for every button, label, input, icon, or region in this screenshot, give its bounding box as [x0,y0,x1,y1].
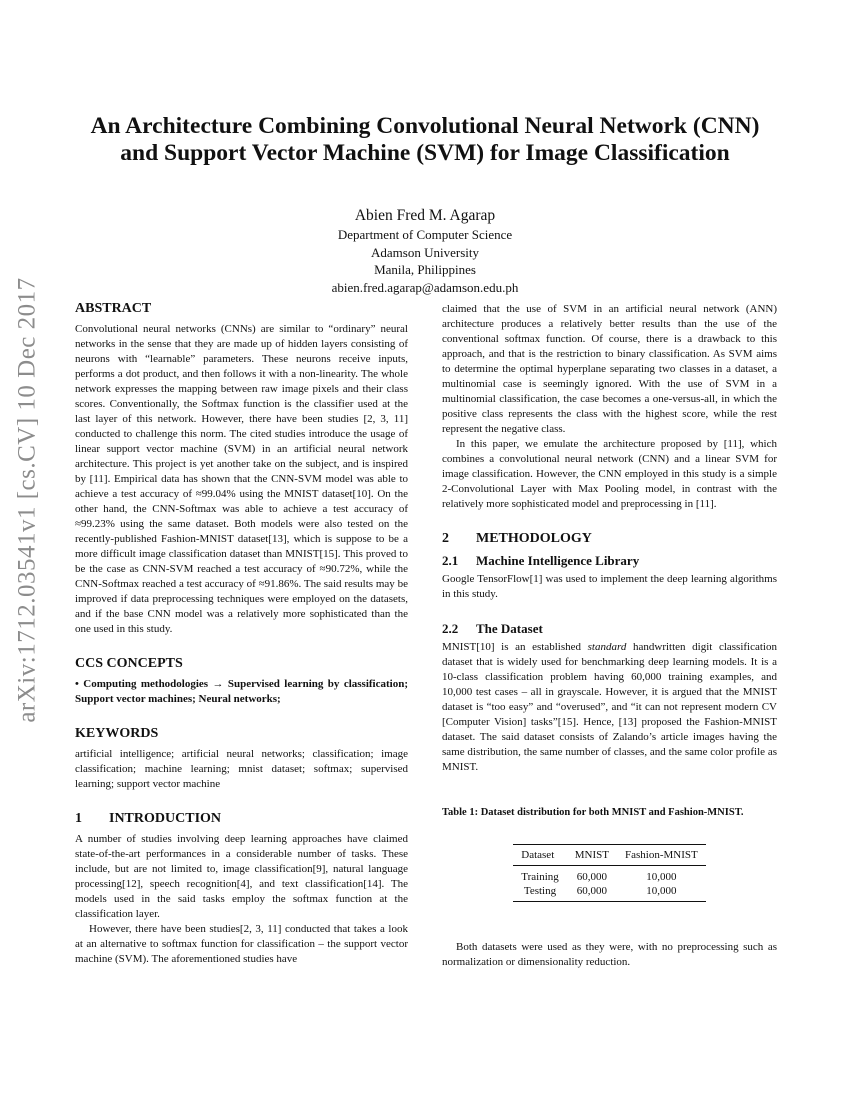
table-caption: Table 1: Dataset distribution for both MNIST and Fashion-MNIST. [442,807,744,818]
after-table-text: Both datasets were used as they were, with no preprocessing such as normalization or dimensionality reduction. [442,941,777,968]
ccs-heading: CCS CONCEPTS [75,656,183,671]
author-university: Adamson University [371,244,479,260]
keywords-heading: KEYWORDS [75,726,159,741]
table-cell: Testing [513,884,567,902]
intro-paragraph-2: However, there have been studies[2, 3, 11] conducted that takes a look at an alternative to softmax function for classification – the support vector machine (SVM). The aforementioned studies have [75,923,408,965]
keywords-text: artificial intelligence; artificial neural networks; classification; image classification; machine learning; mnist dataset; softmax; supervised learning; support vector machine [75,748,408,790]
dataset-heading [442,620,777,637]
arxiv-identifier [8,277,48,723]
table-row [513,866,705,885]
table-header-row [513,845,705,866]
table-header: Fashion-MNIST [617,845,706,866]
intro-paragraph-4: In this paper, we emulate the architecture proposed by [11], which combines a convolutional neural network (CNN) and a linear SVM for image classification. However, the CNN employed in this study is a simple 2-Convolutional Layer with Max Pooling model, in contrast with the relatively more sophisticated model and preprocessing in [11]. [442,438,777,510]
intro-paragraph-3: claimed that the use of SVM in an artificial neural network (ANN) architecture produces a relatively better results than the use of the conventional softmax function. Of course, there is a drawback to this approach, and that is the restriction to binary classification. As SVM aims to determine the optimal hyperplane separating two classes in a dataset, a multinomial case is seemingly ignored. With the use of SVM in a multinomial classification, the case becomes a one-versus-all, in which the positive class represents the class with the highest score, while the rest represent the negative class. [442,303,777,435]
section-number: 1 [75,811,82,826]
subsection-number: 2.1 [442,553,459,568]
intro-paragraph-1: A number of studies involving deep learning approaches have claimed state-of-the-art performances in a considerable number of tasks. These include, but are not limited to, image classification[9], natural language processing[12], speech recognition[4], and text classification[14]. The models used in the said tasks employ the softmax function at the classification layer. [75,833,408,920]
dataset-text-b: handwritten digit classification dataset that is widely used for benchmarking deep learning models. It is a 10-class classification problem having 60,000 training examples, and 10,000 test cases – all in grayscale. However, it is argued that the MNIST dataset is “too easy” and “overused”, and “it can not represent modern CV [Computer Vision] tasks”[15]. Hence, [13] proposed the Fashion-MNIST dataset. The said dataset consists of Zalando’s article images having the same distribution, the same number of classes, and the same color profile as MNIST. [442,641,777,773]
methodology-heading [442,530,777,548]
section-title: METHODOLOGY [476,531,592,546]
paper-title: An Architecture Combining Convolutional Neural Network (CNN) and Support Vector Machine (SVM) for Image Classification [90,113,760,166]
dataset-text [442,640,777,775]
table-header: Dataset [513,845,567,866]
table-row [513,884,705,902]
author-block [200,206,650,296]
abstract-text: Convolutional neural networks (CNNs) are similar to “ordinary” neural networks in the sense that they are made up of hidden layers consisting of neurons with “learnable” parameters. These neurons receive inputs, performs a dot product, and then follows it with a non-linearity. The whole network expresses the mapping between raw image pixels and their class scores. Conventionally, the Softmax function is the classifier used at the last layer of this network. However, there have been studies [2, 3, 11] conducted to challenge this norm. The cited studies introduce the usage of linear support vector machine (SVM) in an artificial neural network architecture. This project is yet another take on the subject, and is inspired by [11]. Empirical data has shown that the CNN-SVM model was able to achieve a test accuracy of ≈99.04% using the MNIST dataset[10]. On the other hand, the CNN-Softmax was able to achieve a test accuracy of ≈99.23% using the same dataset. Both models were also tested on the recently-published Fashion-MNIST dataset[13], which is suppose to be a more difficult image classification dataset than MNIST[15]. This proved to be the case as CNN-SVM reached a test accuracy of ≈90.72%, while the CNN-Softmax reached a test accuracy of ≈91.86%. The said results may be improved if data preprocessing techniques were employed on the datasets, and if the base CNN model was a relatively more sophisticated than the one used in this study. [75,323,408,635]
table-cell: 60,000 [567,884,617,902]
author-name: Abien Fred M. Agarap [354,207,496,224]
author-email: abien.fred.agarap@adamson.edu.ph [331,279,519,295]
dataset-text-emphasis: standard [587,641,627,653]
left-column [75,300,408,967]
table-cell: Training [521,871,559,883]
section-title: INTRODUCTION [109,811,222,826]
library-heading [442,552,777,569]
dataset-text-a: MNIST[10] is an established [442,641,588,653]
abstract-heading: ABSTRACT [75,301,152,316]
section-number: 2 [442,531,449,546]
right-column [442,302,777,970]
table-cell: 60,000 [576,871,607,883]
author-location: Manila, Philippines [374,262,476,277]
table-header: MNIST [567,845,617,866]
ccs-text: • Computing methodologies → Supervised learning by classification; Support vector machines; Neural networks; [75,678,408,705]
arxiv-id-text: arXiv:1712.03541v1 [cs.CV] 10 Dec 2017 [14,277,42,723]
table-cell: 10,000 [617,884,706,902]
author-department: Department of Computer Science [337,227,513,242]
dataset-table [513,844,705,902]
introduction-heading [75,810,408,828]
table-cell: 10,000 [646,871,677,883]
subsection-number: 2.2 [442,621,459,636]
subsection-title: The Dataset [476,621,543,636]
library-text: Google TensorFlow[1] was used to implement the deep learning algorithms in this study. [442,573,777,600]
subsection-title: Machine Intelligence Library [476,553,640,568]
